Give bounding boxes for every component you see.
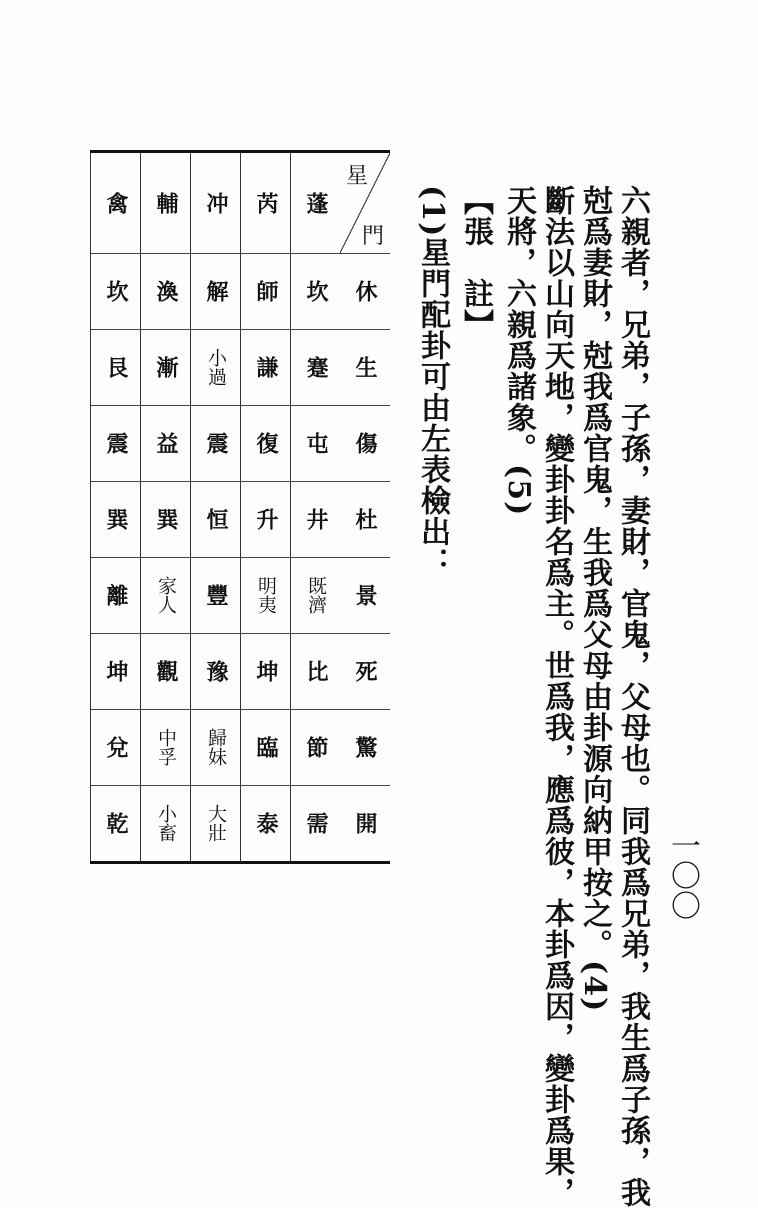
table-cell: 艮 xyxy=(103,356,129,378)
table-header-cell: 冲 xyxy=(203,192,229,214)
table-cell: 中孚 xyxy=(155,728,177,766)
table-cell: 小過 xyxy=(205,348,227,386)
table-cell: 杜 xyxy=(352,508,378,530)
table-cell: 坤 xyxy=(103,660,129,682)
table-cell: 開 xyxy=(352,812,378,834)
table-cell: 井 xyxy=(303,508,329,530)
table-column-chong xyxy=(190,153,240,861)
table-cell: 兌 xyxy=(103,736,129,758)
table-cell: 屯 xyxy=(303,432,329,454)
star-gate-table xyxy=(90,150,390,864)
table-cell: 恒 xyxy=(203,508,229,530)
table-cell: 巽 xyxy=(153,508,179,530)
table-cell: 臨 xyxy=(253,736,279,758)
table-cell: 小畜 xyxy=(155,804,177,842)
table-header-cell: 芮 xyxy=(253,192,279,214)
table-column-peng xyxy=(290,153,340,861)
table-cell: 驚 xyxy=(352,736,378,758)
text-column-4: 天將，六親爲諸象。(5) xyxy=(501,185,536,517)
table-cell: 巽 xyxy=(103,508,129,530)
table-cell: 泰 xyxy=(253,812,279,834)
table-cell: 謙 xyxy=(253,356,279,378)
table-column-rui xyxy=(240,153,290,861)
table-cell: 明夷 xyxy=(255,576,277,614)
table-cell: 生 xyxy=(352,356,378,378)
text-column-1: 六親者，兄弟，子孫，妻財，官鬼，父母也。同我爲兄弟，我生爲子孫，我 xyxy=(615,185,650,1208)
table-cell: 豐 xyxy=(203,584,229,606)
table-cell: 解 xyxy=(203,280,229,302)
table-cell: 豫 xyxy=(203,660,229,682)
table-cell: 坤 xyxy=(253,660,279,682)
table-header-cell: 蓬 xyxy=(303,192,329,214)
table-cell: 傷 xyxy=(352,432,378,454)
table-cell: 觀 xyxy=(153,660,179,682)
table-cell: 歸妹 xyxy=(205,728,227,766)
table-cell: 升 xyxy=(253,508,279,530)
table-header-cell: 輔 xyxy=(153,192,179,214)
table-cell: 蹇 xyxy=(303,356,329,378)
header-gate-label: 門 xyxy=(362,224,385,249)
table-cell: 益 xyxy=(153,432,179,454)
table-cell: 節 xyxy=(303,736,329,758)
table-cell: 死 xyxy=(352,660,378,682)
table-cell: 坎 xyxy=(303,280,329,302)
table-cell: 震 xyxy=(103,432,129,454)
table-cell: 震 xyxy=(203,432,229,454)
header-star-label: 星 xyxy=(346,164,369,189)
table-cell: 休 xyxy=(352,280,378,302)
note-item-1: (1)星門配卦可由左表檢出： xyxy=(415,185,450,579)
table-cell: 比 xyxy=(303,660,329,682)
table-column-qin xyxy=(90,153,140,861)
table-cell: 渙 xyxy=(153,280,179,302)
table-cell: 坎 xyxy=(103,280,129,302)
text-column-2: 尅爲妻財，尅我爲官鬼，生我爲父母由卦源向納甲按之。(4) xyxy=(577,185,612,1013)
table-cell: 師 xyxy=(253,280,279,302)
table-cell: 景 xyxy=(352,584,378,606)
table-cell: 需 xyxy=(303,812,329,834)
text-column-3: 斷法以山向天地，變卦卦名爲主。世爲我，應爲彼，本卦爲因，變卦爲果， xyxy=(539,185,574,1208)
table-cell: 大壯 xyxy=(205,804,227,842)
page-number: 一〇〇 xyxy=(665,830,700,920)
table-column-gates xyxy=(340,153,390,861)
table-column-fu xyxy=(140,153,190,861)
table-cell: 復 xyxy=(253,432,279,454)
table-cell: 家人 xyxy=(155,576,177,614)
table-cell: 既濟 xyxy=(305,576,327,614)
table-cell: 離 xyxy=(103,584,129,606)
table-header-cell: 禽 xyxy=(103,192,129,214)
table-cell: 乾 xyxy=(103,812,129,834)
table-cell: 漸 xyxy=(153,356,179,378)
note-heading: 【張 註】 xyxy=(458,185,493,340)
